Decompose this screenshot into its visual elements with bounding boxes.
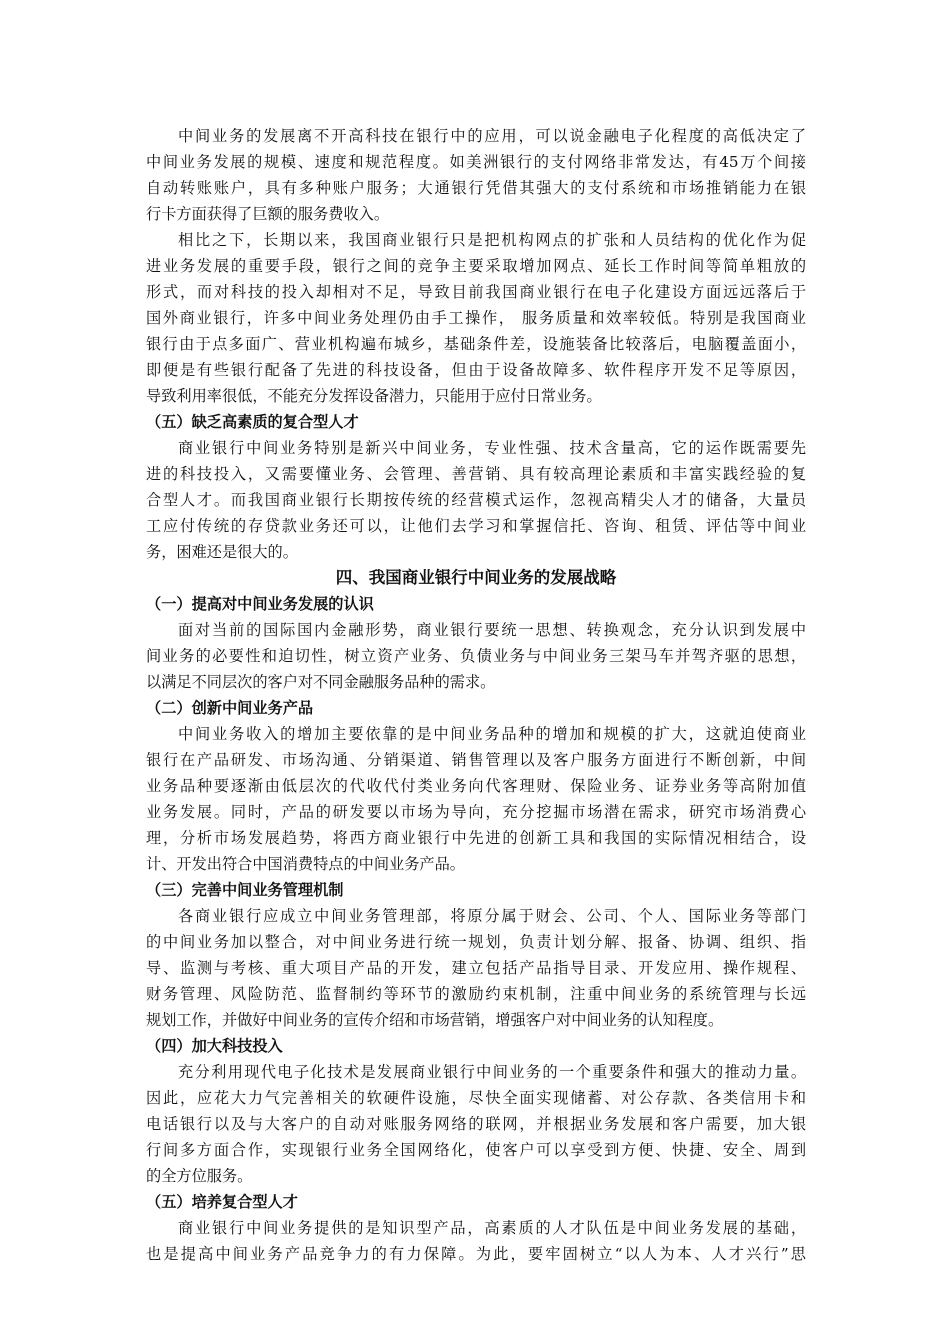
paragraph-line: 以满足不同层次的客户对不同金融服务品种的需求。: [146, 673, 496, 691]
paragraph-line: 商业银行中间业务提供的是知识型产品，高素质的人才队伍是中间业务发展的基础，: [178, 1219, 806, 1237]
paragraph-line: 中间业务的发展离不开高科技在银行中的应用，可以说金融电子化程度的高低决定了: [178, 127, 806, 145]
paragraph-line: 业务品种要逐渐由低层次的代收代付类业务向代客理财、保险业务、证券业务等高附加值: [146, 777, 806, 795]
paragraph-line: 计、开发出符合中国消费特点的中间业务产品。: [146, 855, 465, 873]
paragraph-line: 即便是有些银行配备了先进的科技设备，但由于设备故障多、软件程序开发不足等原因，: [146, 361, 806, 379]
paragraph-line: 间业务的必要性和迫切性，树立资产业务、负债业务与中间业务三架马车并驾齐驱的思想，: [146, 647, 806, 665]
section-title: 四、我国商业银行中间业务的发展战略: [335, 568, 617, 587]
paragraph-line: 商业银行中间业务特别是新兴中间业务，专业性强、技术含量高，它的运作既需要先: [178, 439, 806, 457]
paragraph-line: 充分利用现代电子化技术是发展商业银行中间业务的一个重要条件和强大的推动力量。: [178, 1063, 806, 1081]
paragraph-line: 因此，应花大力气完善相关的软硬件设施，尽快全面实现储蓄、对公存款、各类信用卡和: [146, 1089, 806, 1107]
paragraph-line: 进的科技投入，又需要懂业务、会管理、善营销、具有较高理论素质和丰富实践经验的复: [146, 465, 806, 483]
paragraph-line: 电话银行以及与大客户的自动对账服务网络的联网，并根据业务发展和客户需要，加大银: [146, 1115, 806, 1133]
paragraph-line: 的中间业务加以整合，对中间业务进行统一规划，负责计划分解、报备、协调、组织、指: [146, 933, 806, 951]
paragraph-line: 国外商业银行，许多中间业务处理仍由手工操作， 服务质量和效率较低。特别是我国商业: [146, 309, 806, 327]
paragraph-line: 合型人才。而我国商业银行长期按传统的经营模式运作，忽视高精尖人才的储备，大量员: [146, 491, 806, 509]
subsection-heading: （五）培养复合型人才: [146, 1193, 298, 1211]
paragraph-line: 相比之下，长期以来，我国商业银行只是把机构网点的扩张和人员结构的优化作为促: [178, 231, 806, 249]
paragraph-line: 的全方位服务。: [146, 1167, 253, 1185]
subsection-heading: （一）提高对中间业务发展的认识: [146, 595, 374, 613]
paragraph-line: 导、监测与考核、重大项目产品的开发，建立包括产品指导目录、开发应用、操作规程、: [146, 959, 806, 977]
paragraph-line: 理，分析市场发展趋势，将西方商业银行中先进的创新工具和我国的实际情况相结合，设: [146, 829, 806, 847]
paragraph-line: 各商业银行应成立中间业务管理部，将原分属于财会、公司、个人、国际业务等部门: [178, 907, 806, 925]
paragraph-line: 中间业务收入的增加主要依靠的是中间业务品种的增加和规模的扩大，这就迫使商业: [178, 725, 806, 743]
subsection-heading: （五）缺乏高素质的复合型人才: [146, 413, 359, 431]
paragraph-line: 导致利用率很低，不能充分发挥设备潜力，只能用于应付日常业务。: [146, 387, 602, 405]
paragraph-line: 中间业务发展的规模、速度和规范程度。如美洲银行的支付网络非常发达，有45万个间接: [146, 153, 806, 171]
paragraph-line: 银行由于点多面广、营业机构遍布城乡，基础条件差，设施装备比较落后，电脑覆盖面小，: [146, 335, 806, 353]
paragraph-line: 自动转账账户，具有多种账户服务；大通银行凭借其强大的支付系统和市场推销能力在银: [146, 179, 806, 197]
paragraph-line: 行间多方面合作，实现银行业务全国网络化，使客户可以享受到方便、快捷、安全、周到: [146, 1141, 806, 1159]
paragraph-line: 银行在产品研发、市场沟通、分销渠道、销售管理以及客户服务方面进行不断创新，中间: [146, 751, 806, 769]
paragraph-line: 行卡方面获得了巨额的服务费收入。: [146, 205, 389, 223]
paragraph-line: 财务管理、风险防范、监督制约等环节的激励约束机制，注重中间业务的系统管理与长远: [146, 985, 806, 1003]
subsection-heading: （四）加大科技投入: [146, 1037, 283, 1055]
paragraph-line: 面对当前的国际国内金融形势，商业银行要统一思想、转换观念，充分认识到发展中: [178, 621, 806, 639]
paragraph-line: 务，困难还是很大的。: [146, 543, 298, 561]
subsection-heading: （二）创新中间业务产品: [146, 699, 314, 717]
paragraph-line: 进业务发展的重要手段，银行之间的竞争主要采取增加网点、延长工作时间等简单粗放的: [146, 257, 806, 275]
paragraph-line: 工应付传统的存贷款业务还可以，让他们去学习和掌握信托、咨询、租赁、评估等中间业: [146, 517, 806, 535]
paragraph-line: 规划工作，并做好中间业务的宣传介绍和市场营销，增强客户对中间业务的认知程度。: [146, 1011, 724, 1029]
paragraph-line: 形式，而对科技的投入却相对不足，导致目前我国商业银行在电子化建设方面远远落后于: [146, 283, 806, 301]
paragraph-line: 业务发展。同时，产品的研发要以市场为导向，充分挖掘市场潜在需求，研究市场消费心: [146, 803, 806, 821]
paragraph-line: 也是提高中间业务产品竞争力的有力保障。为此，要牢固树立“以人为本、人才兴行”思: [146, 1245, 806, 1263]
subsection-heading: （三）完善中间业务管理机制: [146, 881, 344, 899]
